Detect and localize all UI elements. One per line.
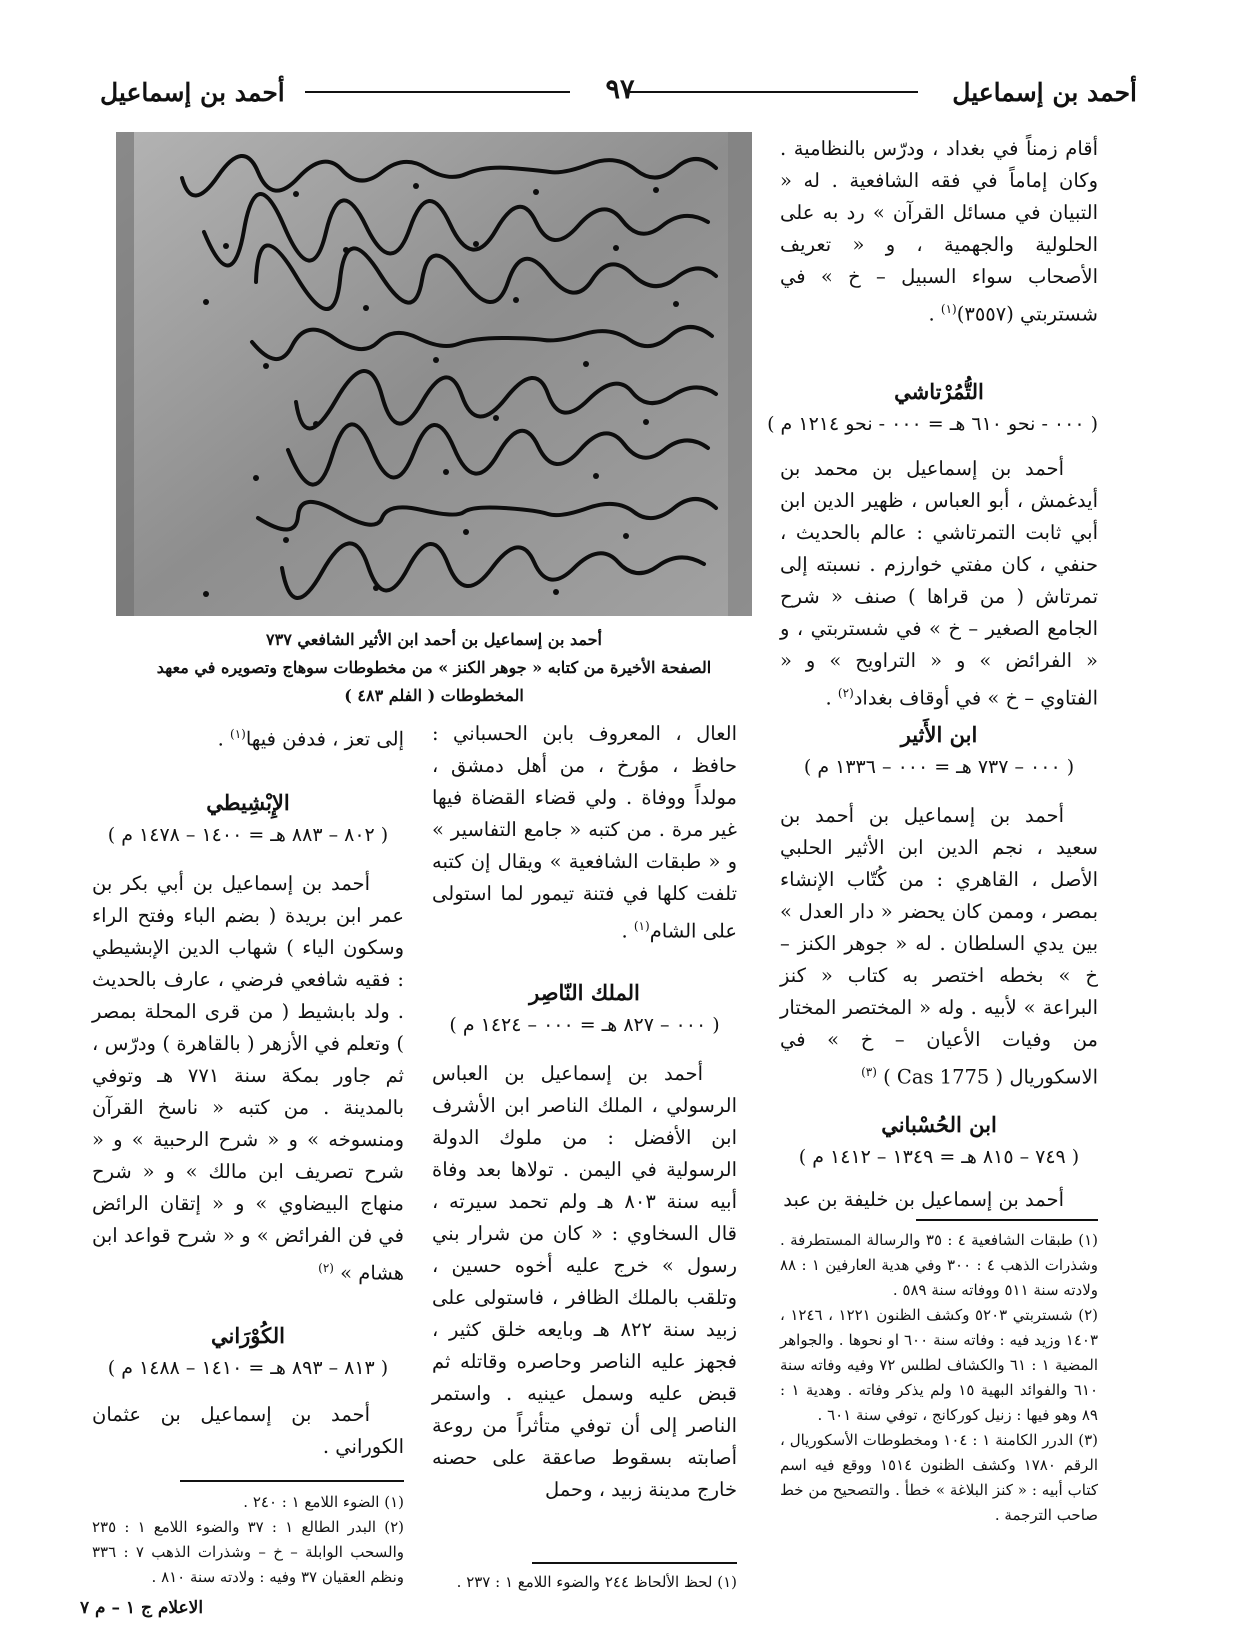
entry-dates-al-kurani: ( ٨١٣ – ٨٩٣ هـ = ١٤١٠ – ١٤٨٨ م ) — [107, 1357, 389, 1379]
column-left — [92, 718, 404, 1463]
volume-signature: الاعلام ج ١ – م ٧ — [80, 1598, 204, 1618]
footnote-rule-right — [916, 1219, 1098, 1221]
footnote-item: (٣) الدرر الكامنة ١ : ١٠٤ ومخطوطات الأسكوريال ، الرقم ١٧٨٠ وكشف الظنون ١٥١٤ ووقع فيه اسم كتاب أبيه : « كنز البلاغة » خطأ . والتصحيح من خط صاحب الترجمة . — [780, 1431, 1099, 1524]
entry-dates-al-malik-al-nasir: ( ٠٠٠ – ٨٢٧ هـ = ٠٠٠ – ١٤٢٤ م ) — [449, 1013, 720, 1036]
entry-title-timurtashi: التُّمُرْتاشي — [894, 378, 984, 404]
footnote-item: (٢) البدر الطالع ١ : ٣٧ والضوء اللامع ١ : ٢٣٥ والسحب الوابلة – خ – وشذرات الذهب ٧ : ٣٣٦ ونظم العقيان ٣٧ وفيه : ولادته سنة ٨١٠ . — [92, 1518, 405, 1586]
entry-title-ibn-al-husbani: ابن الحُسْباني — [881, 1111, 997, 1137]
entry-body-al-ibshiti: أحمد بن إسماعيل بن أبي بكر بن عمر ابن بريدة ( بضم الباء وفتح الراء وسكون الياء ) شهاب الدين الإبشيطي : فقيه شافعي فرضي ، عارف بالحديث . ولد بابشيط ( من قرى المحلة بمصر ) وتعلم في الأزهر ( بالقاهرة ) ودرّس ، ثم جاور بمكة سنة ٧٧١ هـ وتوفي بالمدينة . من كتبه « ناسخ القرآن ومنسوخه » و « شرح الرحبية » و « شرح تصريف ابن مالك » و « شرح منهاج البيضاوي » و « إتقان الرائض في فن الفرائض » و « شرح قواعد ابن هشام » $^{(٢)}$ — [92, 871, 404, 1284]
footnote-rule-left — [180, 1480, 404, 1482]
running-header-left: أحمد بن إسماعيل — [100, 78, 285, 107]
entry-continuation-text: أقام زمناً في بغداد ، ودرّس بالنظامية . وكان إماماً في فقه الشافعية . له « التبيان في مسائل القرآن » رد به على الحلولية والجهمية ، و « تعريف الأصحاب سواء السبيل – خ » في شستربتي (٣٥٥٧)$^{(١)}$ . — [780, 137, 1098, 326]
caption-line-1: أحمد بن إسماعيل بن أحمد ابن الأثير الشافعي ٧٣٧ — [266, 630, 602, 649]
column-right-lower — [780, 718, 1098, 1216]
entry-dates-al-ibshiti: ( ٨٠٢ – ٨٨٣ هـ = ١٤٠٠ – ١٤٧٨ م ) — [107, 823, 389, 846]
manuscript-handwriting — [116, 132, 752, 616]
footnote-item: (١) الضوء اللامع ١ : ٢٤٠ . — [243, 1493, 404, 1511]
footnotes-right — [780, 1228, 1098, 1528]
page-number: ٩٧ — [605, 74, 635, 105]
column-right-upper — [767, 133, 1098, 714]
header-rule-right — [630, 91, 918, 93]
entry-dates-ibn-al-husbani: ( ٧٤٩ – ٨١٥ هـ = ١٣٤٩ – ١٤١٢ م ) — [798, 1145, 1080, 1168]
entry-title-ibn-al-athir: ابن الأَثير — [900, 722, 978, 747]
running-header-right: أحمد بن إسماعيل — [952, 78, 1137, 107]
manuscript-image — [116, 132, 752, 616]
footnote-item: (١) لحظ الألحاظ ٢٤٤ والضوء اللامع ١ : ٢٣٧ . — [456, 1573, 737, 1591]
footnote-item: (٢) شستربتي ٥٢٠٣ وكشف الظنون ١٢٢١ ، ١٢٤٦ ، ١٤٠٣ وزيد فيه : وفاته سنة ٦٠٠ او نحوها . والجواهر المضية ١ : ٦١ والكشاف لطلس ٧٢ وفيه وفاته سنة ٦١٠ والفوائد البهية ١٥ ولم يذكر وفاته . وهدية ١ : ٨٩ وهو فيها : زنيل كوركانج ، توفي سنة ٦٠١ . — [780, 1306, 1099, 1424]
entry-body-ibn-al-husbani: أحمد بن إسماعيل بن خليفة بن عبد — [783, 1187, 1064, 1211]
footnote-item: (١) طبقات الشافعية ٤ : ٣٥ والرسالة المستطرفة . وشذرات الذهب ٤ : ٣٠٠ وفي هدية العارفين ١ : ٨٨ ولادته سنة ٥١١ ووفاته سنة ٥٨٩ . — [780, 1231, 1098, 1299]
entry-body-ibn-al-athir: أحمد بن إسماعيل بن أحمد بن سعيد ، نجم الدين ابن الأثير الحلبي الأصل ، القاهري : من كُتّاب الإنشاء بمصر ، وممن كان يحضر « دار العدل » بين يدي السلطان . له « جوهر الكنز – خ » بخطه اختصر به كتاب « كنز البراعة » لأبيه . وله « المختصر المختار من وفيات الأعيان – خ » في الاسكوريال ( Cas 1775 ) $^{(٣)}$ — [780, 804, 1098, 1089]
header-rule-left — [305, 91, 570, 93]
footnote-rule-middle — [532, 1562, 737, 1564]
entry-body-timurtashi: أحمد بن إسماعيل بن محمد بن أيدغمش ، أبو العباس ، ظهير الدين ابن أبي ثابت التمرتاشي : عالم بالحديث ، حنفي ، كان مفتي خوارزم . نسبته إلى تمرتاش ( من قراها ) صنف « شرح الجامع الصغير – خ » في شستربتي ، و « الفرائض » و « التراويح » و « الفتاوي – خ » في أوقاف بغداد$^{(٢)}$ . — [780, 456, 1098, 709]
entry-title-al-malik-al-nasir: الملك النّاصِر — [529, 979, 640, 1005]
entry-body-al-kurani: أحمد بن إسماعيل بن عثمان الكوراني . — [92, 1403, 404, 1458]
entry-title-al-ibshiti: الإِبْشِيطي — [206, 789, 290, 815]
footnotes-left — [92, 1490, 404, 1590]
entry-body-al-malik-al-nasir: أحمد بن إسماعيل بن العباس الرسولي ، الملك الناصر ابن الأشرف ابن الأفضل : من ملوك الدولة الرسولية في اليمن . تولاها بعد وفاة أبيه سنة ٨٠٣ هـ ولم تحمد سيرته ، قال السخاوي : « كان من شرار بني رسول » خرج عليه أخوه حسين ، وتلقب بالملك الظافر ، فاستولى على زبيد سنة ٨٢٢ هـ وبايعه خلق كثير ، فجهز عليه الناصر وحاصره وقاتله ثم قبض عليه وسمل عينيه . واستمر الناصر إلى أن توفي متأثراً من روعة أصابته بسقوط صاعقة على حصنه خارج مدينة زبيد ، وحمل — [432, 1061, 737, 1501]
entry-dates-ibn-al-athir: ( ٠٠٠ – ٧٣٧ هـ = ٠٠٠ – ١٣٣٦ م ) — [803, 756, 1075, 778]
caption-line-2: الصفحة الأخيرة من كتابه « جوهر الكنز » من مخطوطات سوهاج وتصويره في معهد المخطوطات ( الفلم ٤٨٣ ) — [156, 658, 712, 705]
entry-body-al-nasir-continued: إلى تعز ، فدفن فيها$^{(١)}$ . — [217, 727, 404, 751]
column-middle — [432, 718, 737, 1506]
entry-body-ibn-al-husbani-continued: العال ، المعروف بابن الحسباني : حافظ ، مؤرخ ، من أهل دمشق ، مولداً ووفاة . ولي قضاء القضاة فيها غير مرة . من كتبه « جامع التفاسير » و « طبقات الشافعية » ويقال إن كتبه تلفت كلها في فتنة تيمور لما استولى على الشام$^{(١)}$ . — [432, 722, 737, 943]
entry-dates-timurtashi: ( ٠٠٠ - نحو ٦١٠ هـ = ٠٠٠ - نحو ١٢١٤ م ) — [767, 412, 1098, 435]
entry-title-al-kurani: الكُوْرَاني — [210, 1323, 285, 1348]
footnotes-middle — [432, 1570, 737, 1595]
